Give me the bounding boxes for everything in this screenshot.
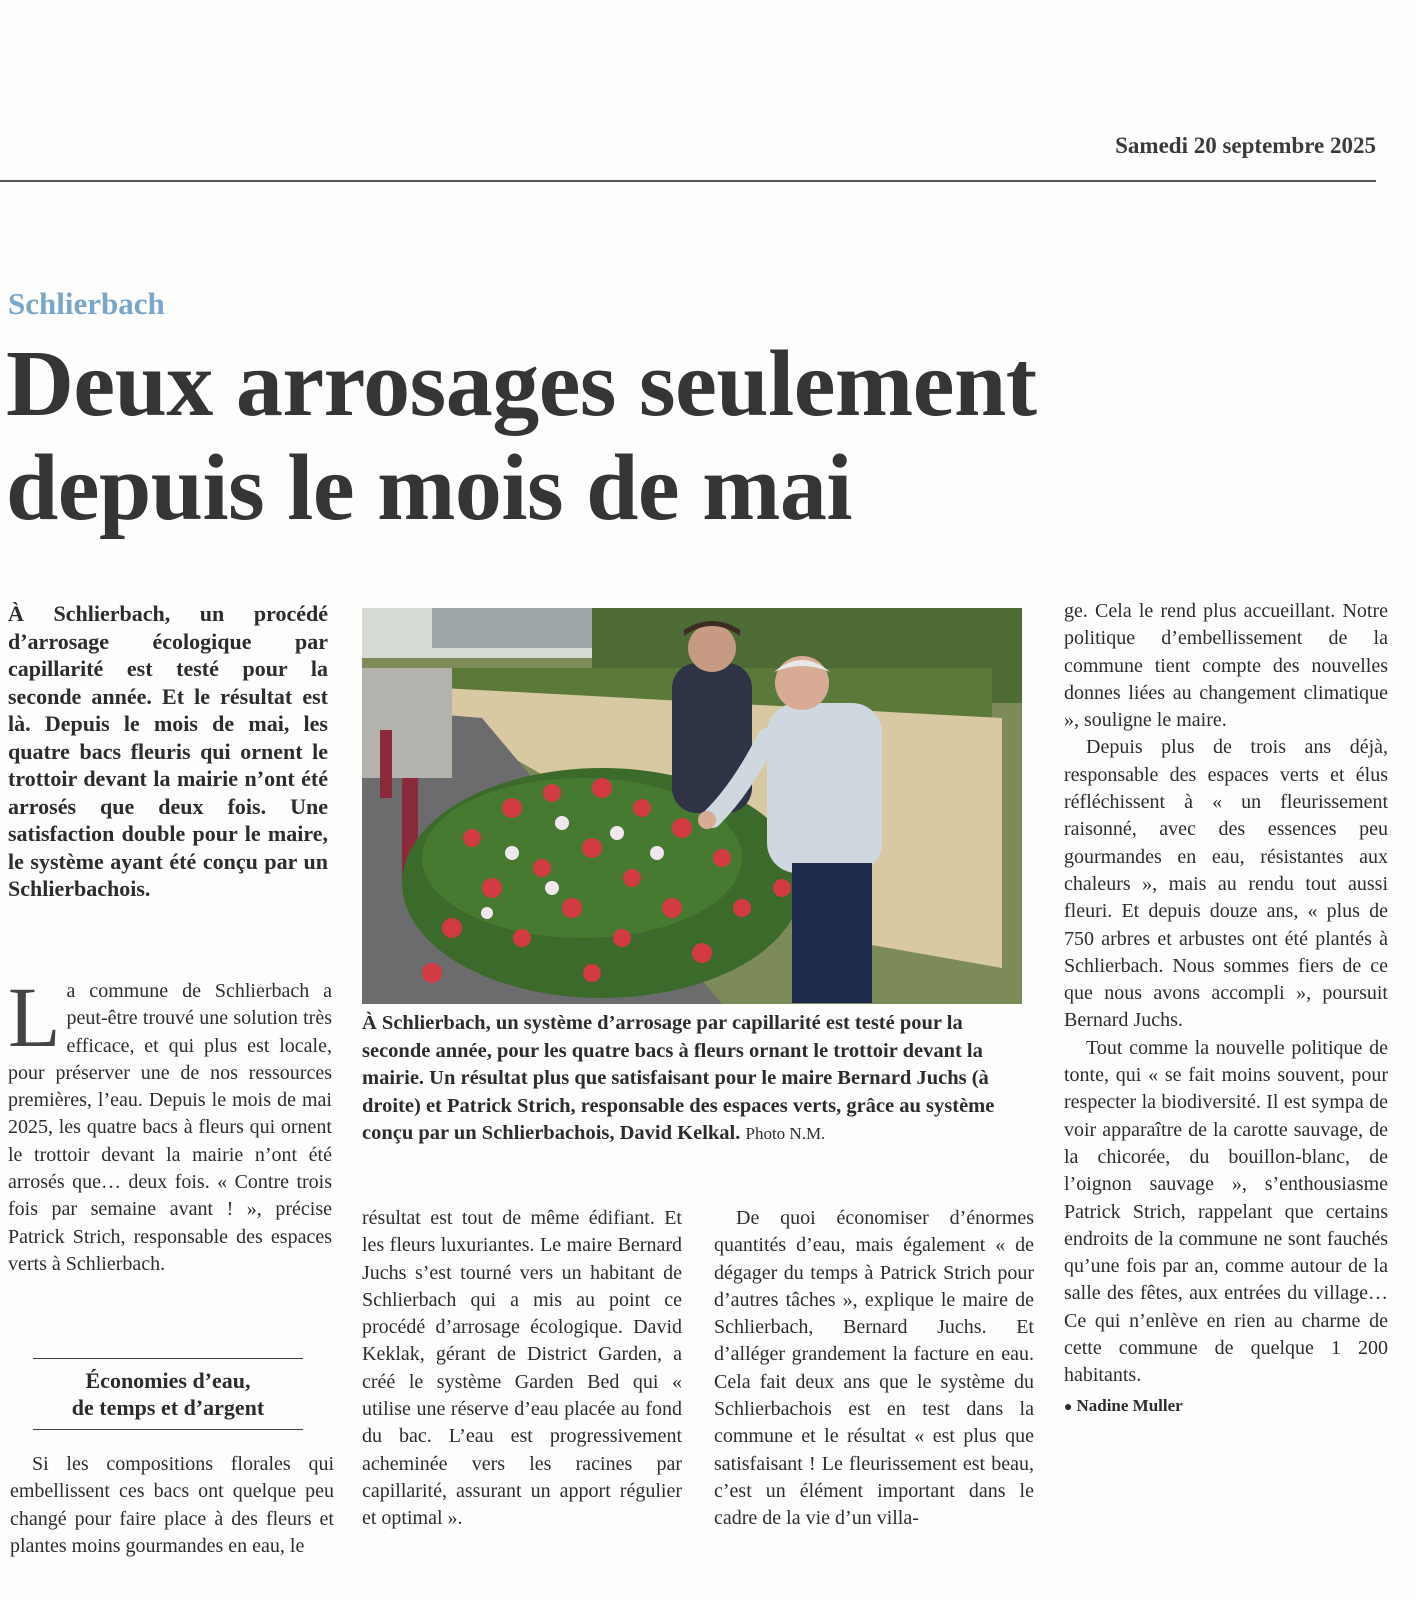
caption-text: À Schlierbach, un système d’arrosage par capillarité est testé pour la seconde année, pour les quatre bacs à fleurs ornant le trottoir devant la mairie. Un résultat plus que satisfaisant pour le maire Bernard Juchs (à droite) et Patrick Strich, responsable des espaces verts, grâce au système conçu par un Schlierbachois, David Kelkal.	[362, 1012, 995, 1144]
subhead-rule-top	[33, 1358, 303, 1359]
subhead-line-1: Économies d’eau,	[85, 1368, 251, 1393]
col4-paragraph-1: ge. Cela le rend plus accueillant. Notre politique d’embellissement de la commune tient compte des nouvelles donnes liées au changement climatique », souligne le maire.	[1064, 600, 1388, 732]
byline-author: Nadine Muller	[1076, 1395, 1183, 1415]
article-chapo	[8, 600, 328, 903]
column-2	[362, 1205, 682, 1533]
column-4	[1064, 598, 1388, 1421]
header-rule	[0, 180, 1376, 182]
article-kicker: Schlierbach	[8, 286, 165, 321]
col4-paragraph-2: Depuis plus de trois ans déjà, responsable des espaces verts et élus réfléchissent à « un fleurissement raisonné, avec des essences peu gourmandes en eau, résistantes aux chaleurs », mais au rendu tout aussi fleuri. Et depuis douze ans, « plus de 750 arbres et arbustes ont été plantés à Schlierbach. Nous sommes fiers de ce que nous avons accompli », poursuit Bernard Juchs.	[1064, 736, 1388, 1032]
col2-text: résultat est tout de même édifiant. Et les fleurs luxuriantes. Le maire Bernard Juchs s’est tourné vers un habitant de Schlierbach qui a mis au point ce procédé d’arrosage écologique. David Keklak, gérant de District Garden, a créé le système Garden Bed qui « utilise une réserve d’eau placée au fond du bac. L’eau est progressivement acheminée vers les racines par capillarité, assurant un apport régulier et optimal ».	[362, 1207, 682, 1530]
col4-paragraph-3: Tout comme la nouvelle politique de tonte, qui « se fait moins souvent, pour respecter la biodiversité. Il est sympa de voir apparaître de la carotte sauvage, de la chicorée, du bouillon-blanc, de l’oignon sauvage », s’enthousiasme Patrick Strich, rappelant que certains endroits de la commune ne sont fauchés qu’une fois par an, comme autour de la salle des fêtes, aux entrées du village… Ce qui n’enlève en rien au charme de cette commune de quelque 1 200 habitants.	[1064, 1036, 1388, 1387]
article-photo	[362, 608, 1022, 1004]
col3-text: De quoi économiser d’énormes quantités d’eau, mais également « de dégager du temps à Patrick Strich pour d’autres tâches », explique le maire de Schlierbach, Bernard Juchs. Et d’alléger grandement la facture en eau. Cela fait deux ans que le système du Schlierbachois est en test dans la commune et le résultat « est plus que satisfaisant ! Le fleurissement est beau, c’est un élément important dans le cadre de la vie d’un villa-	[714, 1207, 1034, 1530]
subhead-block	[33, 1358, 303, 1430]
subhead-rule-bottom	[33, 1429, 303, 1430]
drop-cap: L	[8, 969, 61, 1065]
article-lead	[8, 969, 332, 1278]
photo-credit: Photo N.M.	[745, 1124, 826, 1143]
byline	[1064, 1392, 1388, 1421]
subhead-line-2: de temps et d’argent	[71, 1395, 265, 1420]
bullet-icon: ●	[1064, 1399, 1073, 1415]
publication-date: Samedi 20 septembre 2025	[1115, 133, 1376, 158]
photo-caption	[362, 1010, 1022, 1148]
chapo-text: À Schlierbach, un procédé d’arrosage écologique par capillarité est testé pour la seconde année. Et le résultat est là. Depuis le mois de mai, les quatre bacs fleuris qui ornent le trottoir devant la mairie n’ont été arrosés que deux fois. Une satisfaction double pour le maire, le système ayant été conçu par un Schlierbachois.	[8, 601, 328, 901]
article-headline	[6, 332, 1366, 540]
col1-bottom-text: Si les compositions florales qui embellissent ces bacs ont quelque peu changé pour faire place à des fleurs et plantes moins gourmandes en eau, le	[10, 1453, 334, 1557]
headline-line-2: depuis le mois de mai	[6, 436, 853, 540]
subhead	[33, 1367, 303, 1421]
headline-line-1: Deux arrosages seulement	[6, 332, 1037, 436]
column-3	[714, 1205, 1034, 1533]
column-1-bottom	[10, 1451, 334, 1560]
lead-text: a commune de Schlierbach a peut-être trouvé une solution très efficace, et qui plus est locale, pour préserver une de nos ressources premières, l’eau. Depuis le mois de mai 2025, les quatre bacs à fleurs qui ornent le trottoir devant la mairie n’ont été arrosés que… deux fois. « Contre trois fois par semaine avant ! », précise Patrick Strich, responsable des espaces verts à Schlierbach.	[8, 980, 332, 1275]
